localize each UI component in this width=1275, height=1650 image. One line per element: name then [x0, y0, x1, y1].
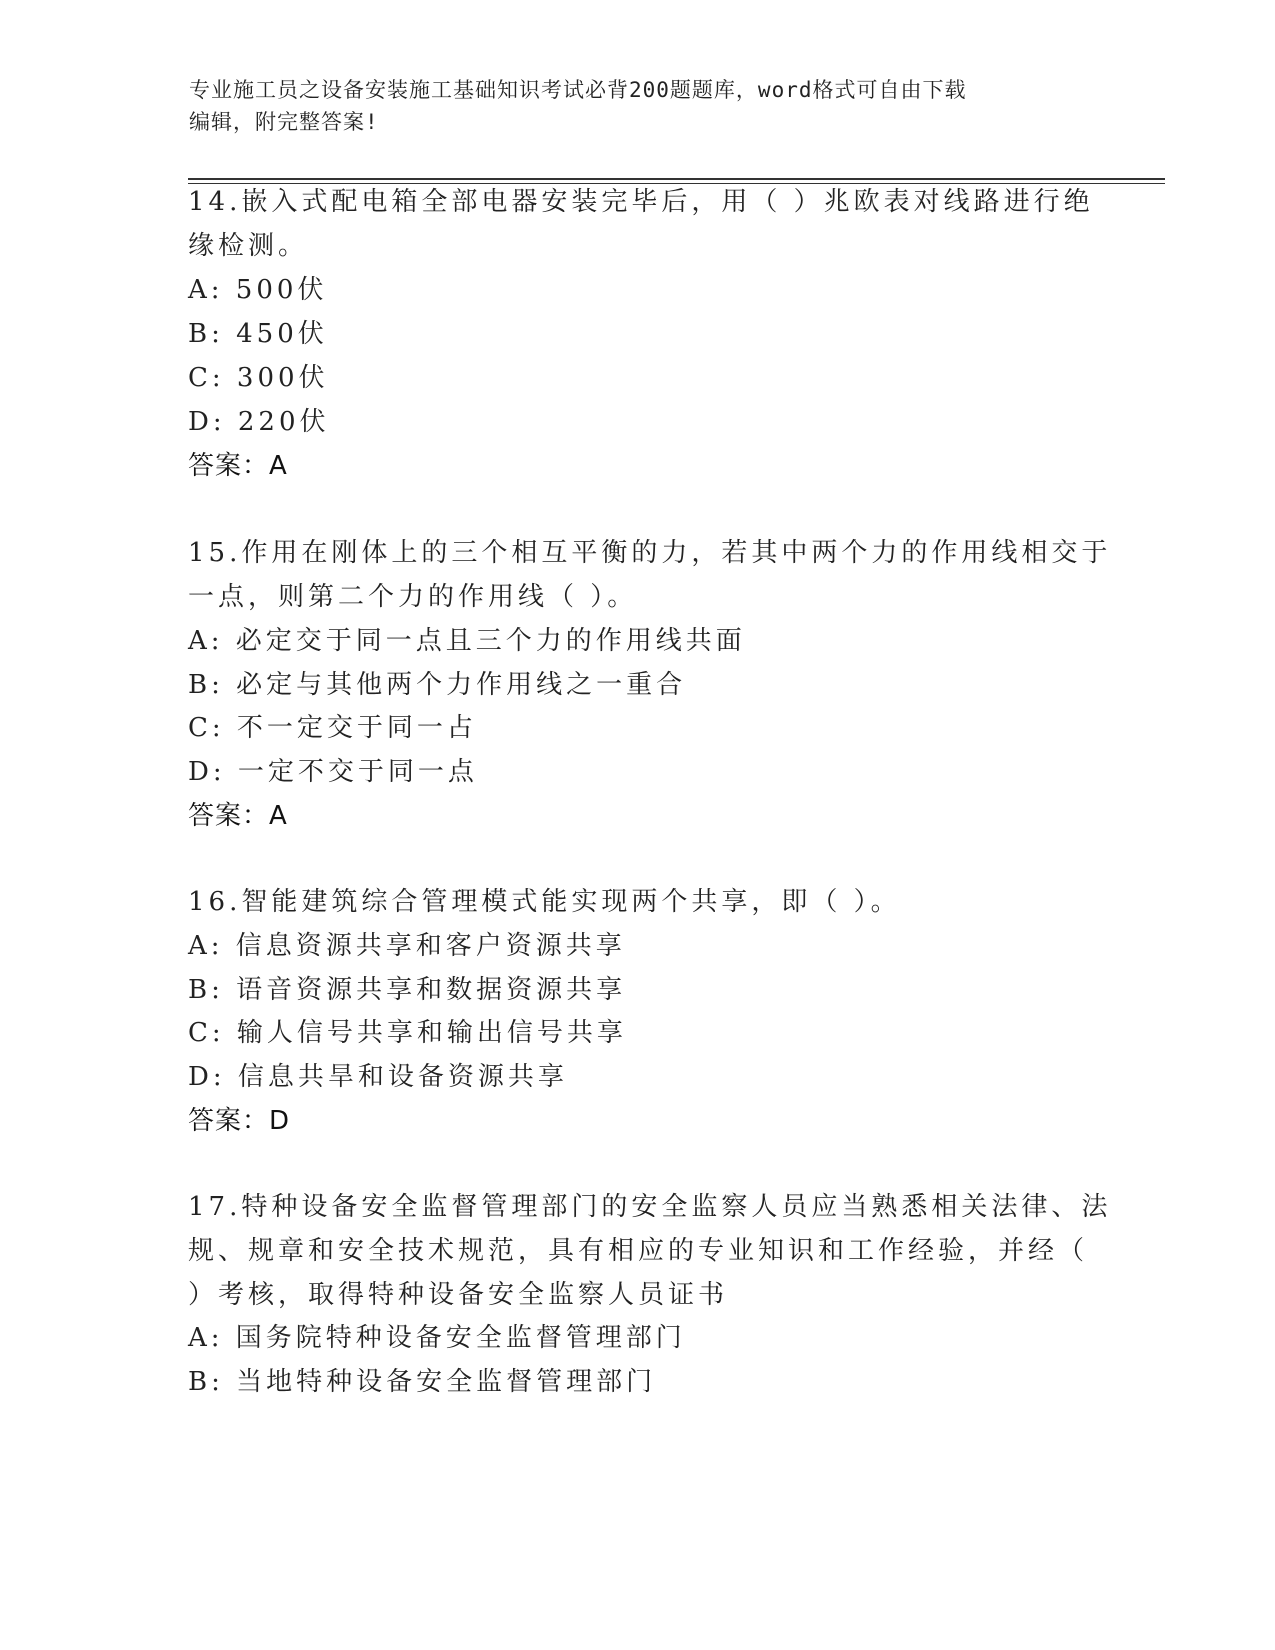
question-16-option-b: B: 语音资源共享和数据资源共享: [188, 975, 627, 1005]
question-14-stem-line-2: 缘检测。: [188, 231, 309, 261]
header-line-1: 专业施工员之设备安装施工基础知识考试必背200题题库，word格式可自由下载: [189, 78, 967, 102]
question-14-option-b: B: 450伏: [188, 319, 328, 349]
question-17-stem-line-1: 17.特种设备安全监督管理部门的安全监察人员应当熟悉相关法律、法: [188, 1192, 1112, 1222]
question-16-answer: 答案：D: [188, 1106, 291, 1136]
question-14-option-d: D: 220伏: [188, 407, 330, 437]
document-header: [189, 74, 1089, 138]
question-17-option-b: B: 当地特种设备安全监督管理部门: [188, 1367, 657, 1397]
question-16-option-d: D: 信息共旱和设备资源共享: [188, 1062, 568, 1092]
question-14-option-a: A: 500伏: [188, 275, 328, 305]
question-16-option-c: C: 输人信号共享和输出信号共享: [188, 1018, 627, 1048]
question-15-stem-line-1: 15.作用在刚体上的三个相互平衡的力，若其中两个力的作用线相交于: [188, 538, 1112, 568]
question-15-option-c: C: 不一定交于同一占: [188, 713, 477, 743]
header-line-2: 编辑，附完整答案!: [189, 110, 379, 134]
question-15-option-a: A: 必定交于同一点且三个力的作用线共面: [188, 626, 746, 656]
question-16-option-a: A: 信息资源共享和客户资源共享: [188, 931, 626, 961]
question-17-stem-line-3: ）考核，取得特种设备安全监察人员证书: [188, 1280, 729, 1310]
question-15-stem-line-2: 一点，则第二个力的作用线（ ）。: [188, 582, 638, 612]
question-15-option-b: B: 必定与其他两个力作用线之一重合: [188, 670, 687, 700]
question-16-stem-line-1: 16.智能建筑综合管理模式能实现两个共享，即（ ）。: [188, 887, 901, 917]
question-14-answer: 答案：A: [188, 451, 288, 481]
question-14-stem-line-1: 14.嵌入式配电箱全部电器安装完毕后，用（ ）兆欧表对线路进行绝: [188, 187, 1094, 217]
question-14-option-c: C: 300伏: [188, 363, 329, 393]
question-15-option-d: D: 一定不交于同一点: [188, 757, 478, 787]
header-divider: [188, 178, 1165, 184]
question-17-stem-line-2: 规、规章和安全技术规范，具有相应的专业知识和工作经验，并经（: [188, 1236, 1089, 1266]
question-17-option-a: A: 国务院特种设备安全监督管理部门: [188, 1323, 686, 1353]
question-15-answer: 答案：A: [188, 801, 288, 831]
